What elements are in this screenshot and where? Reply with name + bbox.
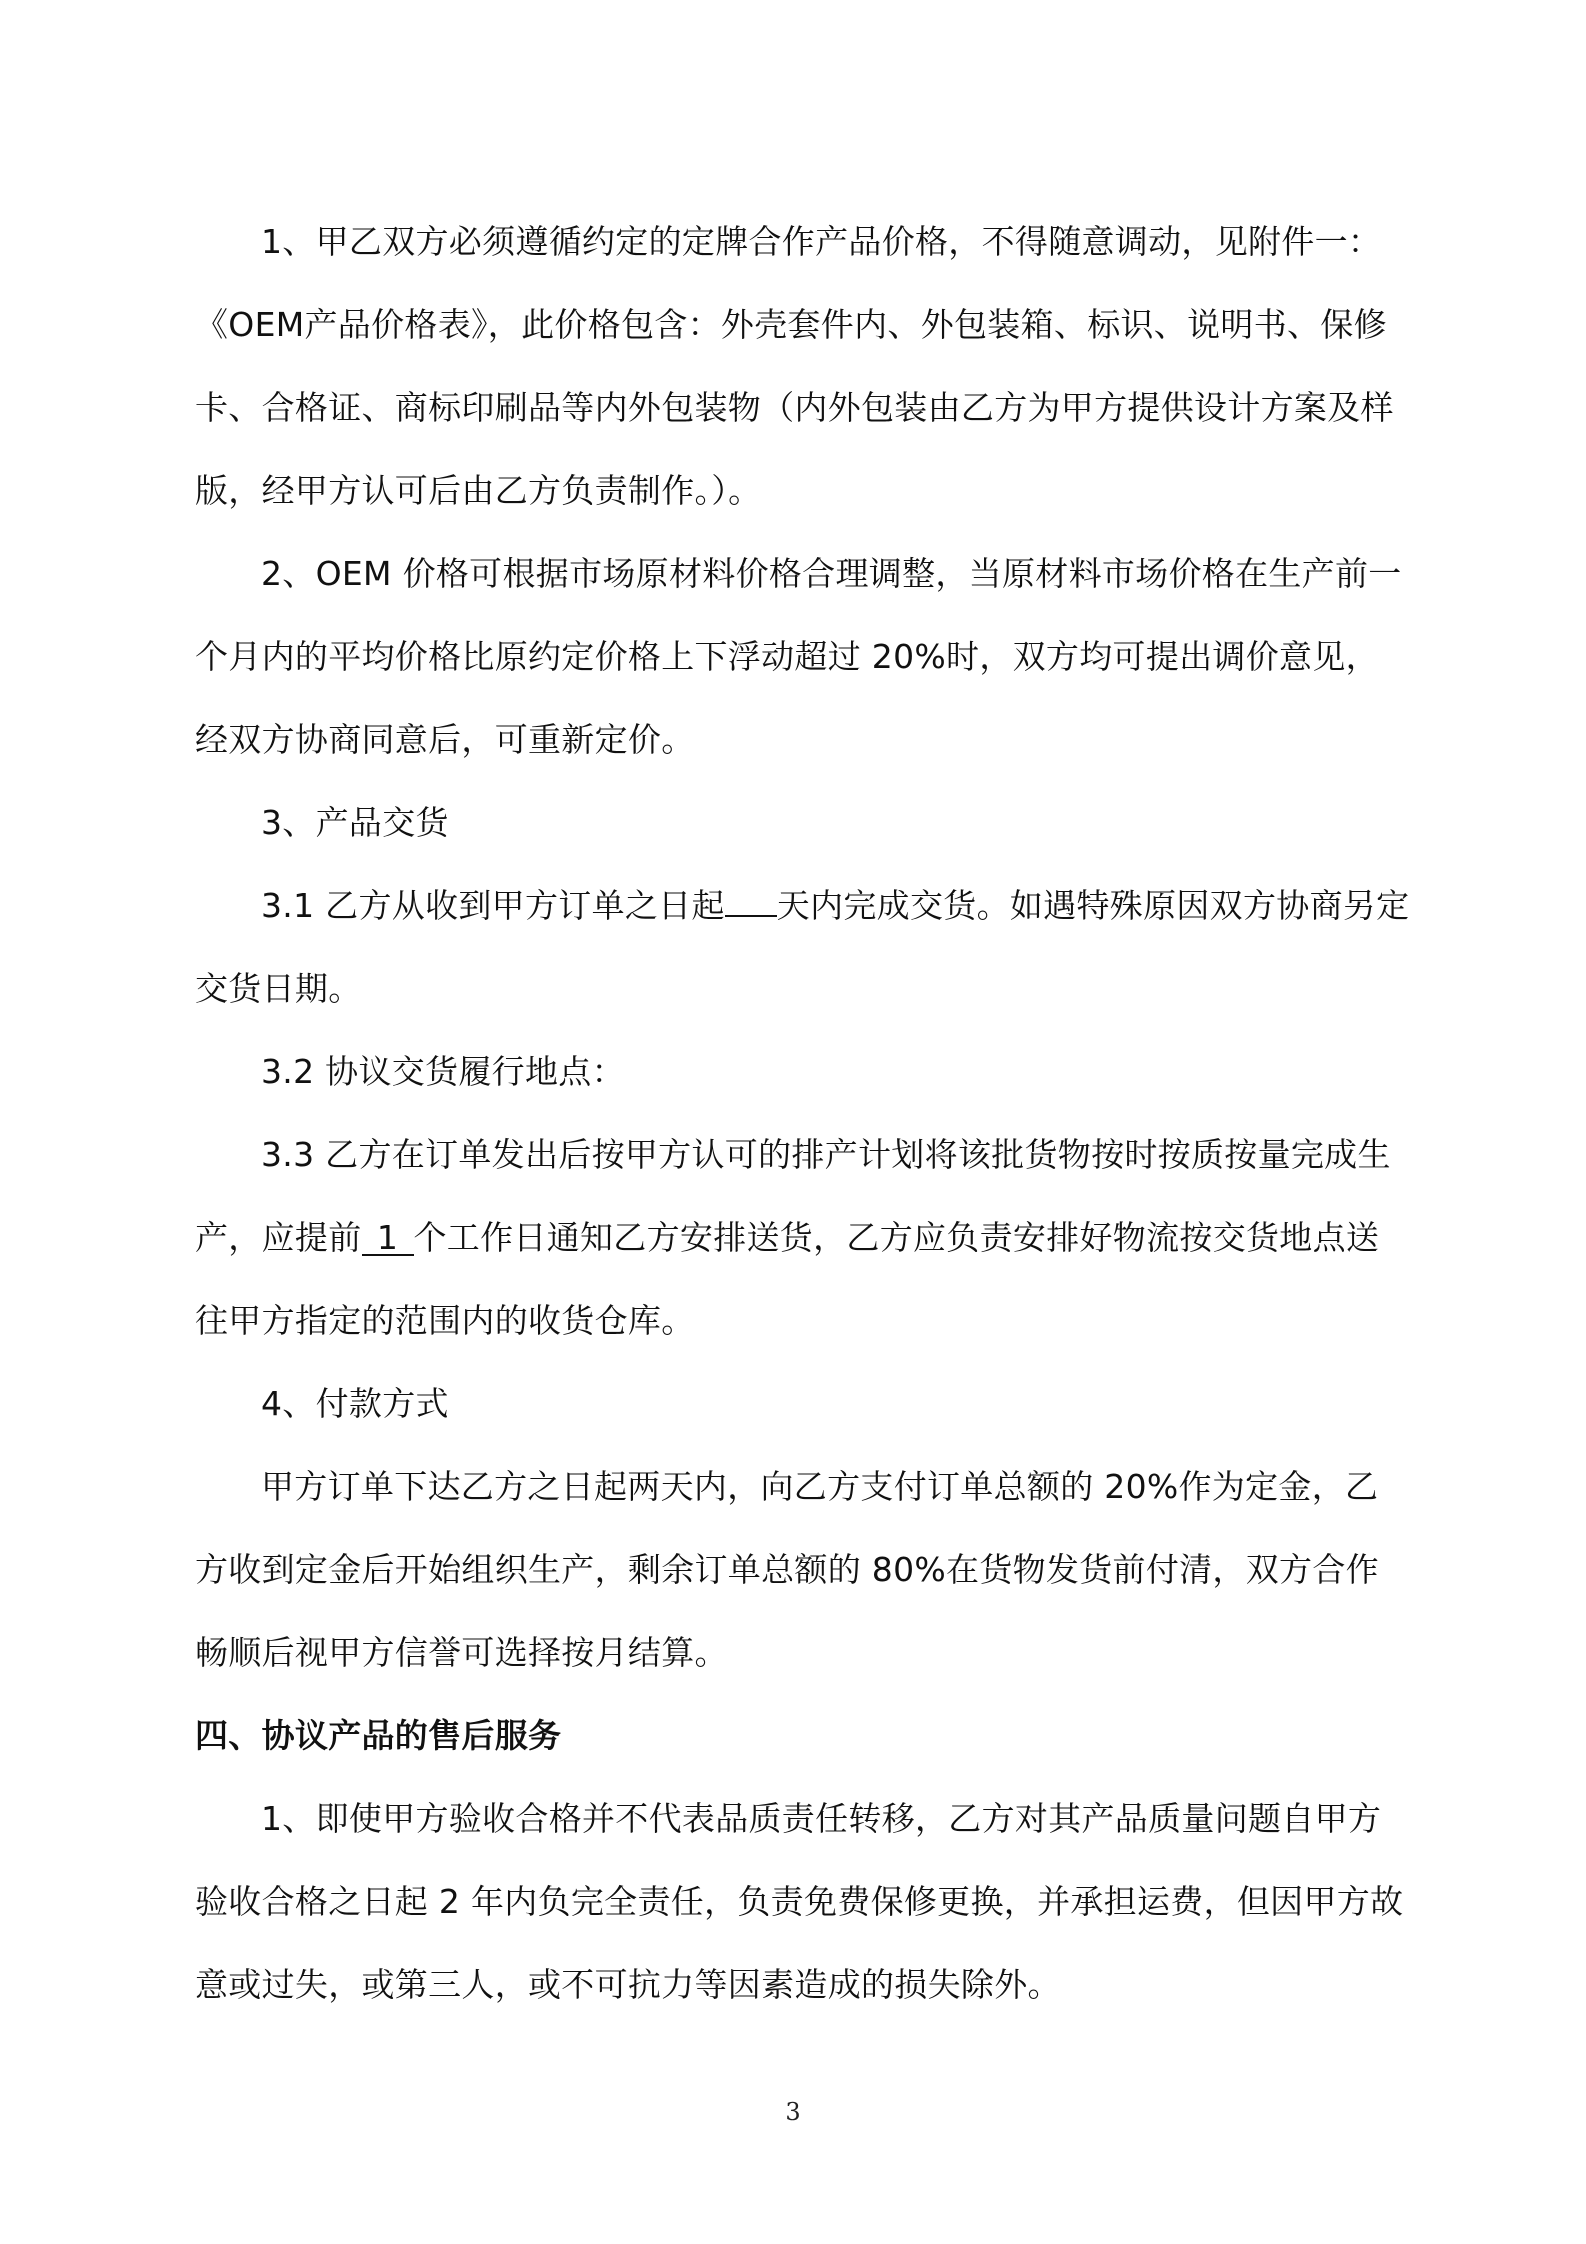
delivery-time-text-before: 3.1 乙方从收到甲方订单之日起 [261,886,725,925]
document-body [195,200,1410,2026]
paragraph-quality-responsibility: 1、即使甲方验收合格并不代表品质责任转移，乙方对其产品质量问题自甲方验收合格之日起 2 年内负完全责任，负责免费保修更换，并承担运费，但因甲方故意或过失，或第三人，或不可抗力等因素造成的损失除外。 [195,1799,1404,2004]
page-number: 3 [785,2098,801,2126]
paragraph-payment-heading: 4、付款方式 [261,1384,449,1423]
paragraph-delivery-location: 3.2 协议交货履行地点： [261,1052,625,1091]
delivery-time-text-after: 天内完成交货。如遇特殊原因双方协商另定交货日期。 [195,886,1410,1008]
paragraph-price-clause: 1、甲乙双方必须遵循约定的定牌合作产品价格，不得随意调动，见附件一：《OEM产品价格表》，此价格包含：外壳套件内、外包装箱、标识、说明书、保修卡、合格证、商标印刷品等内外包装物（内外包装由乙方为甲方提供设计方案及样版，经甲方认可后由乙方负责制作。）。 [195,222,1394,510]
paragraph-delivery-time [195,864,1410,1030]
production-text-before: 3.3 乙方在订单发出后按甲方认可的排产计划将该批货物按时按质按量完成生产，应提前 [195,1135,1391,1257]
paragraph-production-schedule [195,1113,1410,1362]
notice-days-blank: 1 [362,1222,414,1256]
paragraph-delivery-heading: 3、产品交货 [261,803,449,842]
delivery-days-blank [725,915,777,917]
section-heading-after-sales: 四、协议产品的售后服务 [195,1716,562,1755]
production-text-after: 个工作日通知乙方安排送货，乙方应负责安排好物流按交货地点送往甲方指定的范围内的收货仓库。 [195,1218,1380,1340]
paragraph-price-adjustment: 2、OEM 价格可根据市场原材料价格合理调整，当原材料市场价格在生产前一个月内的平均价格比原约定价格上下浮动超过 20%时，双方均可提出调价意见，经双方协商同意后，可重新定价。 [195,554,1402,759]
paragraph-payment-terms: 甲方订单下达乙方之日起两天内，向乙方支付订单总额的 20%作为定金，乙方收到定金后开始组织生产，剩余订单总额的 80%在货物发货前付清，双方合作畅顺后视甲方信誉可选择按月结算。 [195,1467,1379,1672]
